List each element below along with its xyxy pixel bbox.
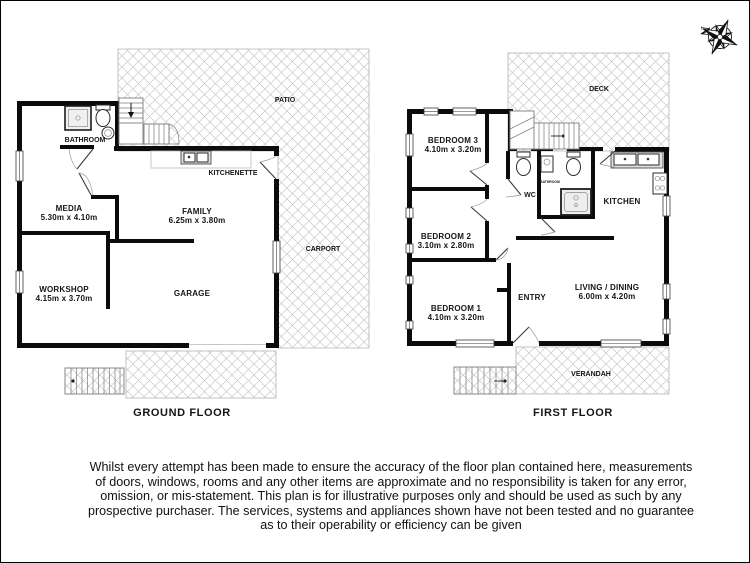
room-label-kitchenette: KITCHENETTE [208, 170, 258, 177]
room-label-bedroom1: BEDROOM 1 [430, 304, 482, 313]
disclaimer-line: omission, or mis-statement. This plan is for illustrative purposes only and should be used as such by any [100, 489, 682, 504]
first-floor-plan [406, 53, 670, 419]
room-label-wc: WC [524, 192, 536, 199]
room-label-bathroom-f: BATHROOM [540, 180, 560, 184]
room-label-carport: CARPORT [305, 246, 341, 253]
patio-carport-hatch [118, 49, 369, 348]
disclaimer-line: Whilst every attempt has been made to ensure the accuracy of the floor plan contained here, measurements [89, 460, 693, 474]
room-dims-bedroom3: 4.10m x 3.20m [424, 145, 482, 154]
bath-toilet-tank [567, 152, 580, 157]
room-dims-bedroom2: 3.10m x 2.80m [417, 241, 475, 250]
bath-toilet-bowl [567, 159, 581, 176]
disclaimer-line: of doors, windows, rooms and any other items are approximate and no responsibility is taken for any error, [95, 474, 687, 489]
ground-floor-plan [16, 49, 369, 419]
wc-toilet-bowl [517, 159, 531, 176]
stove [653, 173, 667, 194]
room-label-family: FAMILY [182, 207, 212, 216]
room-label-garage: GARAGE [173, 289, 211, 298]
ground-floor-title: GROUND FLOOR [133, 407, 231, 419]
room-label-bathroom-g: BATHROOM [64, 137, 106, 144]
compass-rose [697, 18, 739, 56]
verandah-stairs [454, 367, 516, 394]
disclaimer-text [16, 460, 750, 533]
room-label-patio: PATIO [274, 97, 296, 104]
room-dims-media: 5.30m x 4.10m [40, 213, 98, 222]
room-dims-family: 6.25m x 3.80m [168, 216, 226, 225]
disclaimer-line: as to their operability or efficiency can be given [260, 518, 522, 533]
ground-outside-stairs [65, 368, 124, 394]
ground-rear-hatch [126, 351, 276, 398]
bath-basin [541, 156, 553, 172]
ground-bathroom-fixtures [65, 105, 114, 139]
room-label-workshop: WORKSHOP [39, 285, 89, 294]
kitchen-fixtures [611, 152, 667, 194]
room-label-media: MEDIA [55, 204, 83, 213]
compass-north-label: N [697, 25, 714, 37]
room-label-living-dining: LIVING / DINING [574, 283, 640, 292]
room-label-verandah: VERANDAH [571, 371, 611, 378]
room-label-kitchen: KITCHEN [603, 197, 641, 206]
first-floor-title: FIRST FLOOR [533, 407, 613, 419]
wc-toilet-tank [517, 152, 530, 157]
room-label-deck: DECK [589, 86, 609, 93]
toilet-bowl [96, 110, 110, 127]
room-dims-bedroom1: 4.10m x 3.20m [427, 313, 485, 322]
disclaimer-line: prospective purchaser. The services, systems and appliances shown have not been tested and no guarantee [87, 503, 695, 518]
kitchenette-counter [151, 151, 251, 168]
room-label-entry: ENTRY [518, 293, 546, 302]
room-label-bedroom3: BEDROOM 3 [427, 136, 479, 145]
room-dims-workshop: 4.15m x 3.70m [35, 294, 93, 303]
room-dims-living-dining: 6.00m x 4.20m [578, 292, 636, 301]
room-label-bedroom2: BEDROOM 2 [420, 232, 472, 241]
